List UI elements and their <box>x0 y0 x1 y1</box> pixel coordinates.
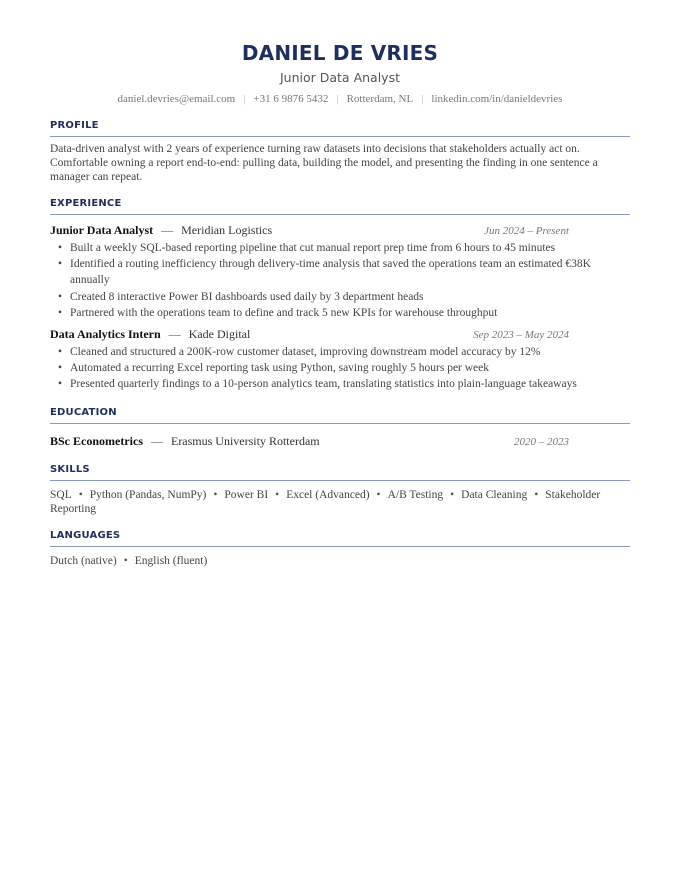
job-dates: Jun 2024 – Present <box>484 225 569 237</box>
contact-email[interactable]: daniel.devries@email.com <box>117 93 236 105</box>
bullet-text: Automated a recurring Excel reporting task using Python, saving roughly 5 hours per week <box>70 362 490 375</box>
skills-list <box>50 488 630 516</box>
job-company: Meridian Logistics <box>181 223 273 237</box>
bullet-text: Cleaned and structured a 200K-row customer dataset, improving downstream model accuracy by 12% <box>70 346 541 359</box>
languages-section <box>50 530 630 568</box>
job-bullet <box>58 240 630 256</box>
job-header <box>50 327 630 343</box>
bullet-icon: • <box>58 346 63 359</box>
job-bullets <box>50 344 630 393</box>
job-dash: — <box>161 223 174 237</box>
bullet-icon: • <box>58 242 63 254</box>
profile-summary: Data-driven analyst with 2 years of experience turning raw datasets into decisions that stakeholders actually act on. Comfortable owning a report end-to-end: pulling data, building the model, and presenting the finding in one sentence a manager can repeat. <box>50 143 598 183</box>
job-entry <box>50 327 630 393</box>
job-bullet <box>58 344 630 360</box>
candidate-name: DANIEL DE VRIES <box>241 41 439 65</box>
education-dates: 2020 – 2023 <box>514 435 569 448</box>
education-degree: BSc Econometrics <box>50 433 143 448</box>
bullet-icon: • <box>58 306 63 319</box>
job-dates: Sep 2023 – May 2024 <box>473 329 569 342</box>
contact-separator: | <box>336 93 339 105</box>
skill-item: A/B Testing <box>387 488 444 501</box>
contact-linkedin[interactable]: linkedin.com/in/danieldevries <box>431 93 563 105</box>
contact-location: Rotterdam, NL <box>346 93 414 105</box>
education-section <box>50 407 630 450</box>
bullet-text: Built a weekly SQL-based reporting pipeline that cut manual report prep time from 6 hours to 45 minutes <box>70 242 556 254</box>
bullet-text: Created 8 interactive Power BI dashboards used daily by 3 department heads <box>70 290 424 303</box>
job-role: Junior Data Analyst <box>50 223 154 237</box>
job-entry <box>50 223 630 321</box>
section-heading-education: EDUCATION <box>50 407 630 424</box>
bullet-text: Partnered with the operations team to define and track 5 new KPIs for warehouse throughput <box>70 306 498 319</box>
section-heading-skills: SKILLS <box>50 464 630 481</box>
contact-line <box>50 92 630 106</box>
languages-list <box>50 554 630 568</box>
job-role: Data Analytics Intern <box>50 327 161 342</box>
contact-separator: | <box>421 93 424 105</box>
job-bullet <box>58 376 630 392</box>
skills-section <box>50 464 630 516</box>
bullet-icon: • <box>58 362 63 375</box>
job-dash: — <box>168 327 181 342</box>
education-entry <box>50 434 630 450</box>
job-bullet <box>58 289 630 305</box>
bullet-separator: • <box>275 488 280 501</box>
language-item: Dutch (native) <box>50 554 117 567</box>
bullet-text: Identified a routing inefficiency through delivery-time analysis that saved the operations team an estimated €38K annually <box>70 258 591 287</box>
bullet-separator: • <box>213 488 218 501</box>
bullet-separator: • <box>376 488 381 501</box>
bullet-separator: • <box>450 488 455 501</box>
contact-phone[interactable]: +31 6 9876 5432 <box>253 93 329 105</box>
language-item: English (fluent) <box>134 554 208 567</box>
bullet-separator: • <box>123 554 128 567</box>
job-bullet <box>58 305 630 321</box>
bullet-text: Presented quarterly findings to a 10-person analytics team, translating statistics into plain-language takeaways <box>70 378 577 391</box>
skill-item: Excel (Advanced) <box>286 488 370 501</box>
bullet-separator: • <box>78 488 83 501</box>
skill-item: Data Cleaning <box>461 488 528 501</box>
skill-item: SQL <box>50 488 72 501</box>
profile-section <box>50 120 630 184</box>
skill-item: Stakeholder Reporting <box>50 488 601 515</box>
skill-item: Power BI <box>224 488 269 501</box>
candidate-title: Junior Data Analyst <box>279 70 400 85</box>
bullet-icon: • <box>58 290 63 303</box>
job-bullets <box>50 240 630 321</box>
job-company: Kade Digital <box>188 327 251 342</box>
bullet-icon: • <box>58 378 63 391</box>
education-school: Erasmus University Rotterdam <box>170 433 320 448</box>
job-bullet <box>58 360 630 376</box>
contact-separator: | <box>243 93 246 105</box>
education-dash: — <box>150 433 163 448</box>
job-bullet <box>58 256 630 288</box>
section-heading-languages: LANGUAGES <box>50 530 630 547</box>
section-heading-profile: PROFILE <box>50 120 630 137</box>
job-header <box>50 223 630 239</box>
section-heading-experience: EXPERIENCE <box>50 198 630 215</box>
bullet-icon: • <box>58 258 63 271</box>
experience-section <box>50 198 630 393</box>
skill-item: Python (Pandas, NumPy) <box>89 488 207 501</box>
bullet-separator: • <box>534 488 539 501</box>
